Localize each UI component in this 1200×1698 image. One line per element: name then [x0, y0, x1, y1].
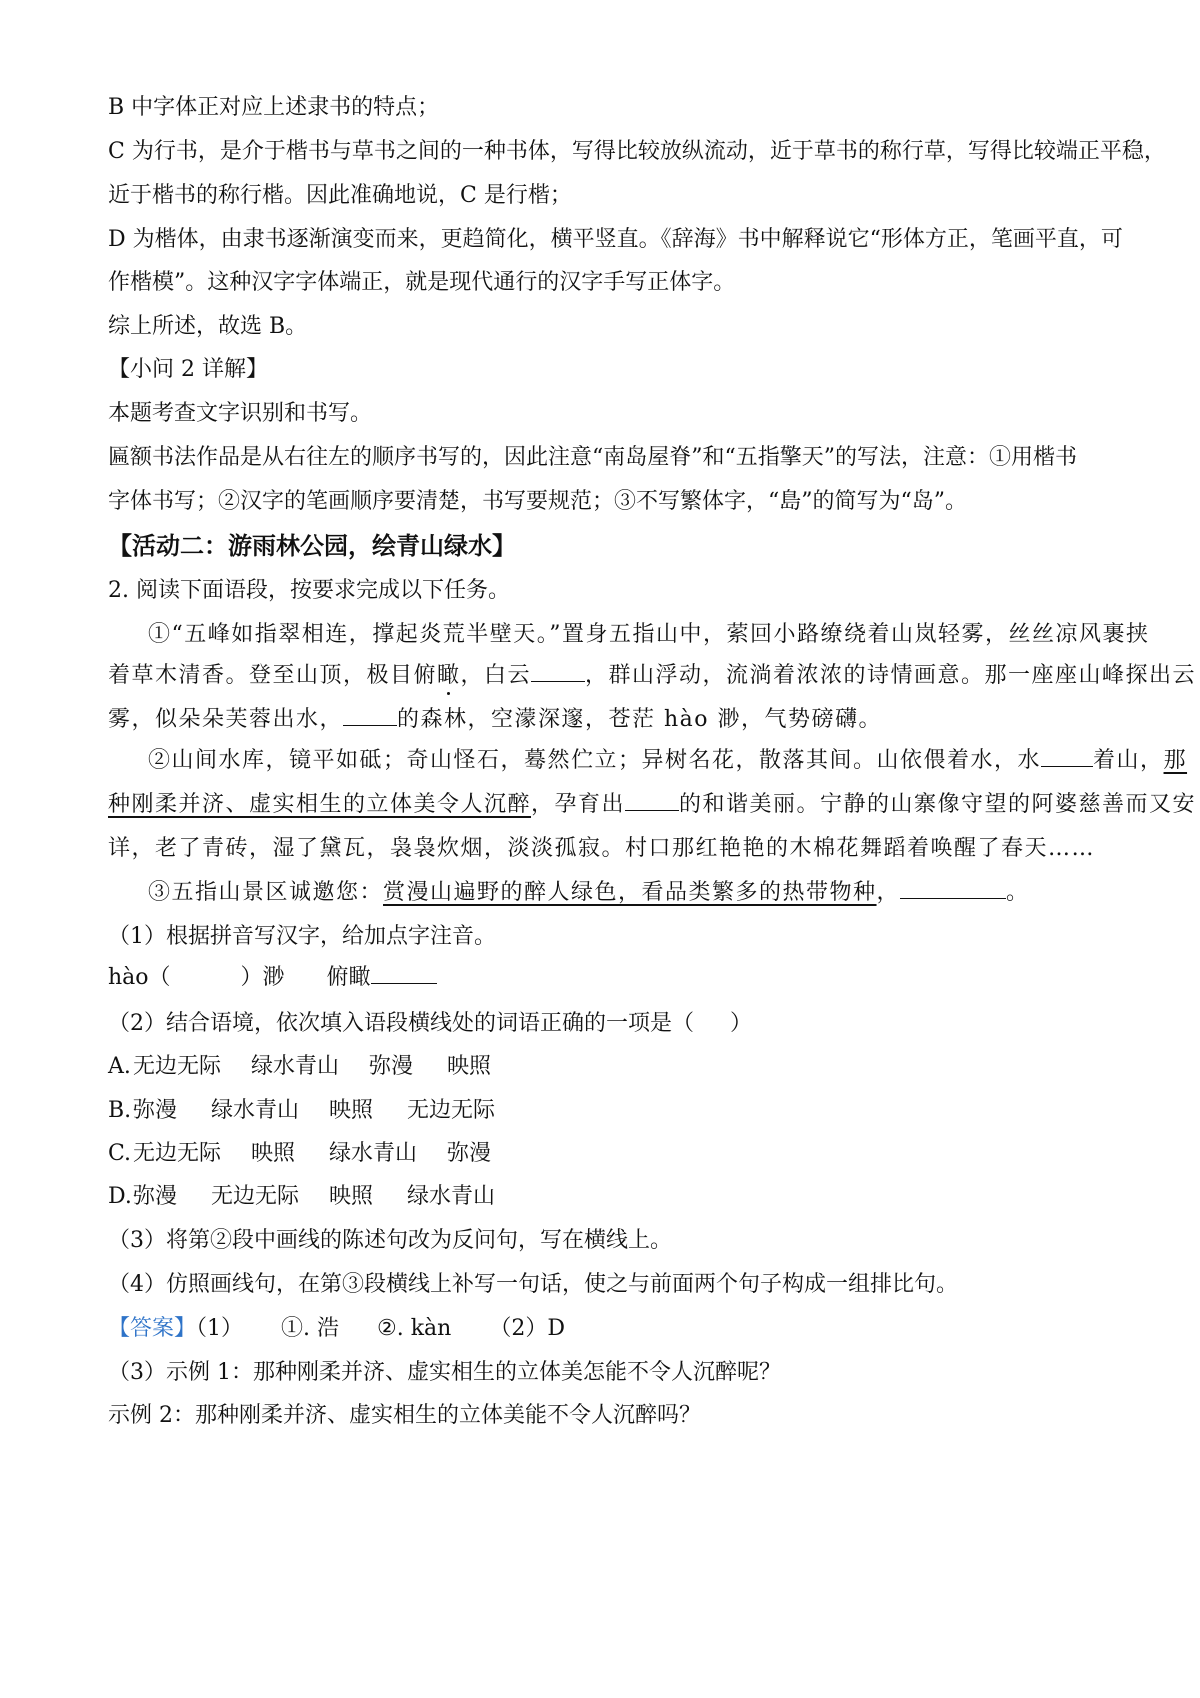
option-word: 无边无际 — [133, 1141, 222, 1166]
answer-1: ①. 浩 — [281, 1316, 340, 1341]
passage-p3 — [148, 878, 1030, 908]
passage-text: ，白云 — [460, 663, 532, 688]
task-2 — [108, 1009, 752, 1039]
option-word: 弥漫 — [133, 1184, 178, 1209]
passage-text: 。 — [1006, 880, 1030, 905]
pinyin-hao: hào（ — [108, 965, 171, 990]
option-word: 映照 — [447, 1054, 492, 1079]
answer-tag: 【答案】 — [108, 1316, 197, 1341]
option-label: C. — [108, 1141, 132, 1166]
option-label: B. — [108, 1098, 132, 1123]
task-4: （4）仿照画线句，在第③段横线上补写一句话，使之与前面两个句子构成一组排比句。 — [108, 1272, 958, 1297]
option-word: 弥漫 — [447, 1141, 492, 1166]
option-word: 映照 — [251, 1141, 296, 1166]
option-d — [108, 1182, 495, 1212]
q2-detail-intro: 本题考查文字识别和书写。 — [108, 401, 373, 426]
answer-line — [108, 1314, 565, 1344]
passage-text: 的和谐美丽。宁静的山寨像守望的阿婆慈善而又安 — [679, 792, 1197, 817]
task-1: （1）根据拼音写汉字，给加点字注音。 — [108, 924, 496, 949]
summary-line: 综上所述，故选 B。 — [108, 314, 308, 339]
option-word: 映照 — [329, 1098, 374, 1123]
answer-example-1: （3）示例 1：那种刚柔并济、虚实相生的立体美怎能不令人沉醉呢？ — [108, 1360, 781, 1385]
fill-blank — [625, 790, 679, 811]
explanation-b: B 中字体正对应上述隶书的特点； — [108, 95, 440, 120]
passage-text: 雾，似朵朵芙蓉出水， — [108, 707, 344, 732]
passage-text: 着草木清香。登至山顶，极目俯 — [108, 663, 438, 688]
option-label: D. — [108, 1184, 132, 1209]
answer-example-2: 示例 2：那种刚柔并济、虚实相生的立体美能不令人沉醉吗？ — [108, 1403, 701, 1428]
task-2-close: ） — [730, 1011, 753, 1036]
fill-blank — [1041, 746, 1093, 767]
hao-close: ）渺 — [240, 965, 285, 990]
passage-p1-line2 — [108, 661, 1196, 691]
passage-p1-line1: ①“五峰如指翠相连，撑起炎荒半壁天。”置身五指山中，萦回小路缭绕着山岚轻雾，丝丝凉风裹挟 — [148, 622, 1150, 647]
explanation-d-line1: D 为楷体，由隶书逐渐演变而来，更趋简化，横平竖直。《辞海》书中解释说它“形体方正，笔画平直，可 — [108, 227, 1123, 252]
passage-p2-line2 — [108, 790, 1196, 820]
task-2-text: （2）结合语境，依次填入语段横线处的词语正确的一项是（ — [108, 1011, 694, 1036]
underlined-sentence: 赏漫山遍野的醉人绿色，看品类繁多的热带物种 — [383, 880, 877, 905]
q2-detail-line1: 匾额书法作品是从右往左的顺序书写的，因此注意“南岛屋脊”和“五指擎天”的写法，注意：①用楷书 — [108, 445, 1077, 470]
passage-p2-line1 — [148, 746, 1187, 776]
fill-blank — [900, 878, 1006, 899]
passage-text: 着山， — [1093, 748, 1164, 773]
option-word: 映照 — [329, 1184, 374, 1209]
option-word: 绿水青山 — [329, 1141, 418, 1166]
passage-text: ，孕育出 — [531, 792, 626, 817]
task-1-answers — [108, 963, 437, 993]
option-word: 绿水青山 — [251, 1054, 340, 1079]
option-label: A. — [108, 1054, 131, 1079]
activity-heading: 【活动二：游雨林公园，绘青山绿水】 — [108, 531, 516, 560]
explanation-c-line1: C 为行书，是介于楷书与草书之间的一种书体，写得比较放纵流动，近于草书的称行草，写得比较端正平稳， — [108, 139, 1166, 164]
fukan-word: 俯瞰 — [326, 965, 371, 990]
passage-p1-line3 — [108, 705, 882, 735]
passage-text: ②山间水库，镜平如砥；奇山怪石，蓦然伫立；异树名花，散落其间。山依偎着水，水 — [148, 748, 1042, 773]
passage-text: ，群山浮动，流淌着浓浓的诗情画意。那一座座山峰探出云 — [585, 663, 1197, 688]
dotted-character: 瞰 — [437, 663, 461, 688]
option-b — [108, 1096, 495, 1126]
option-word: 弥漫 — [133, 1098, 178, 1123]
option-word: 无边无际 — [133, 1054, 222, 1079]
option-a — [108, 1052, 491, 1082]
option-word: 无边无际 — [211, 1184, 300, 1209]
answer-part-2: （2）D — [489, 1316, 565, 1341]
underlined-sentence: 种刚柔并济、虚实相生的立体美令人沉醉 — [108, 792, 532, 817]
passage-p2-line3: 详，老了青砖，湿了黛瓦，袅袅炊烟，淡淡孤寂。村口那红艳艳的木棉花舞蹈着唤醒了春天…… — [108, 836, 1096, 861]
fill-blank — [531, 661, 585, 682]
fill-blank — [371, 963, 437, 984]
explanation-d-line2: 作楷模”。这种汉字字体端正，就是现代通行的汉字手写正体字。 — [108, 270, 736, 295]
underlined-sentence: 那 — [1163, 748, 1188, 773]
option-word: 无边无际 — [407, 1098, 496, 1123]
passage-text: ③五指山景区诚邀您： — [148, 880, 384, 905]
option-word: 绿水青山 — [211, 1098, 300, 1123]
passage-text: 的森林，空濛深邃，苍茫 hào 渺，气势磅礴。 — [397, 707, 883, 732]
answer-part-1: （1） — [196, 1316, 244, 1341]
option-c — [108, 1139, 491, 1169]
question-intro: 2. 阅读下面语段，按要求完成以下任务。 — [108, 578, 510, 603]
explanation-c-line2: 近于楷书的称行楷。因此准确地说，C 是行楷； — [108, 183, 572, 208]
passage-text: ， — [876, 880, 901, 905]
q2-detail-heading: 【小问 2 详解】 — [108, 357, 268, 382]
q2-detail-line2: 字体书写；②汉字的笔画顺序要清楚，书写要规范；③不写繁体字，“島”的简写为“岛”。 — [108, 489, 967, 514]
option-word: 绿水青山 — [407, 1184, 496, 1209]
task-3: （3）将第②段中画线的陈述句改为反问句，写在横线上。 — [108, 1228, 672, 1253]
answer-2: ②. kàn — [377, 1316, 452, 1341]
fill-blank — [343, 705, 397, 726]
option-word: 弥漫 — [369, 1054, 414, 1079]
